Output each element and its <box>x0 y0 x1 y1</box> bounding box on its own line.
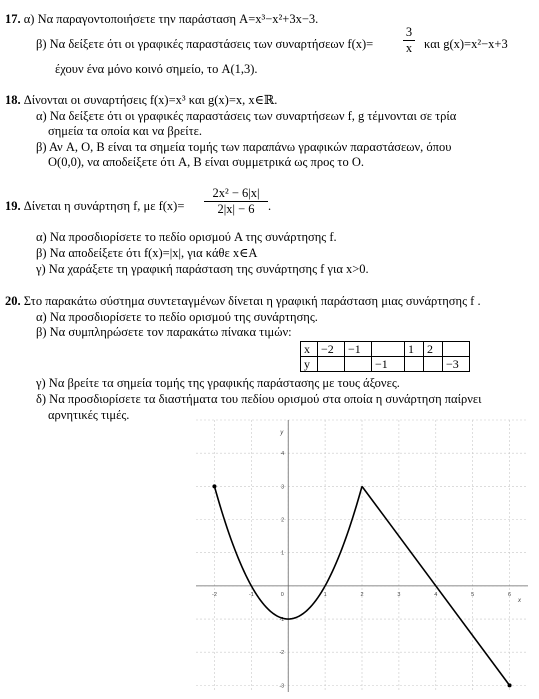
y-tick-label: -2 <box>279 650 285 657</box>
period: . <box>268 199 272 213</box>
problem-18-part-b-line1: β) Αν A, O, B είναι τα σημεία τομής των παραπάνω γραφικών παραστάσεων, όπου <box>36 140 452 154</box>
table-cell: −3 <box>443 357 470 372</box>
problem-18-intro-line: 18. Δίνονται οι συναρτήσεις f(x)=x³ και g(x)=x, x∈ℝ. <box>5 93 278 107</box>
problem-18-part-b-line2: O(0,0), να αποδείξετε ότι A, B είναι συμμετρικά ως προς το O. <box>48 155 364 169</box>
x-tick-label: 0 <box>280 591 284 598</box>
problem-number: 18 <box>5 93 18 107</box>
table-cell: x <box>301 342 318 357</box>
problem-19-part-b: β) Να αποδείξετε ότι f(x)=|x|, για κάθε x∈A <box>36 246 258 260</box>
x-axis-label: x <box>518 597 521 604</box>
y-tick-label: -1 <box>279 617 285 624</box>
y-tick-label: 3 <box>281 484 285 491</box>
problem-20-part-c: γ) Να βρείτε τα σημεία τομής της γραφικής παράστασης με τους άξονες. <box>36 376 400 390</box>
table-cell: −2 <box>318 342 345 357</box>
problem-20-intro-line: 20. Στο παρακάτω σύστημα συντεταγμένων δίνεται η γραφική παράσταση μιας συνάρτησης f . <box>5 294 481 308</box>
table-cell: −1 <box>345 342 372 357</box>
y-axis-label: y <box>280 430 284 436</box>
fraction-denominator: 2|x| − 6 <box>217 202 255 216</box>
problem-17-part-a: α) Να παραγοντοποιήσετε την παράσταση A=x³−x²+3x−3. <box>23 12 319 26</box>
x-tick-label: 5 <box>471 591 475 598</box>
problem-20-part-a: α) Να προσδιορίσετε το πεδίο ορισμού της συνάρτησης. <box>36 310 318 324</box>
table-cell: 2 <box>424 342 443 357</box>
problem-20-part-d-line2: αρνητικές τιμές. <box>48 408 130 422</box>
problem-18-part-a-line1: α) Να δείξετε ότι οι γραφικές παραστάσεις των συναρτήσεων f, g τέμνονται σε τρία <box>36 109 457 123</box>
x-tick-label: -1 <box>248 591 254 598</box>
x-tick-label: 3 <box>397 591 401 598</box>
problem-20-part-b: β) Να συμπληρώσετε τον παρακάτω πίνακα τιμών: <box>36 325 292 339</box>
y-tick-label: 2 <box>281 517 285 524</box>
y-tick-label: -3 <box>279 683 285 690</box>
fraction-denominator: x <box>405 41 413 55</box>
problem-18-intro: Δίνονται οι συναρτήσεις f(x)=x³ και g(x)=x, x∈ℝ. <box>23 93 278 107</box>
x-tick-label: 6 <box>508 591 512 598</box>
problem-20-part-d-line1: δ) Να προσδιορίσετε τα διαστήματα του πεδίου ορισμού στα οποία η συνάρτηση παίρνει <box>36 392 482 406</box>
x-tick-label: 4 <box>434 591 438 598</box>
problem-19-intro-line: 19. Δίνεται η συνάρτηση f, με f(x)= <box>5 199 185 213</box>
endpoint-marker <box>508 683 512 687</box>
x-tick-label: -2 <box>211 591 217 598</box>
problem-17-part-b-line2: έχουν ένα μόνο κοινό σημείο, το A(1,3). <box>55 62 258 76</box>
endpoint-marker <box>212 484 216 488</box>
problem-number: 17 <box>5 12 18 26</box>
problem-19-part-a: α) Να προσδιορίσετε το πεδίο ορισμού A της συνάρτησης f. <box>36 230 337 244</box>
problem-number: 20 <box>5 294 18 308</box>
problem-17-part-b-pre: β) Να δείξετε ότι οι γραφικές παραστάσεις των συναρτήσεων f(x)= <box>36 37 374 51</box>
problem-17-line-a: 17. α) Να παραγοντοποιήσετε την παράσταση A=x³−x²+3x−3. <box>5 12 319 26</box>
table-cell: −1 <box>372 357 405 372</box>
table-cell: 1 <box>405 342 424 357</box>
problem-20-intro: Στο παρακάτω σύστημα συντεταγμένων δίνεται η γραφική παράσταση μιας συνάρτησης f . <box>23 294 481 308</box>
x-tick-label: 2 <box>360 591 364 598</box>
problem-number: 19 <box>5 199 18 213</box>
problem-19-intro: Δίνεται η συνάρτηση f, με f(x)= <box>23 199 185 213</box>
table-cell: y <box>301 357 318 372</box>
problem-19-part-c: γ) Να χαράξετε τη γραφική παράσταση της συνάρτησης f για x>0. <box>36 262 369 276</box>
fraction-numerator: 2x² − 6|x| <box>212 186 260 200</box>
problem-17-part-b-post: και g(x)=x²−x+3 <box>424 37 508 51</box>
y-tick-label: 1 <box>281 550 285 557</box>
x-tick-label: 1 <box>323 591 327 598</box>
fraction-numerator: 3 <box>405 25 413 39</box>
problem-18-part-a-line2: σημεία τα οποία και να βρείτε. <box>48 124 202 138</box>
y-tick-label: 4 <box>281 451 285 458</box>
